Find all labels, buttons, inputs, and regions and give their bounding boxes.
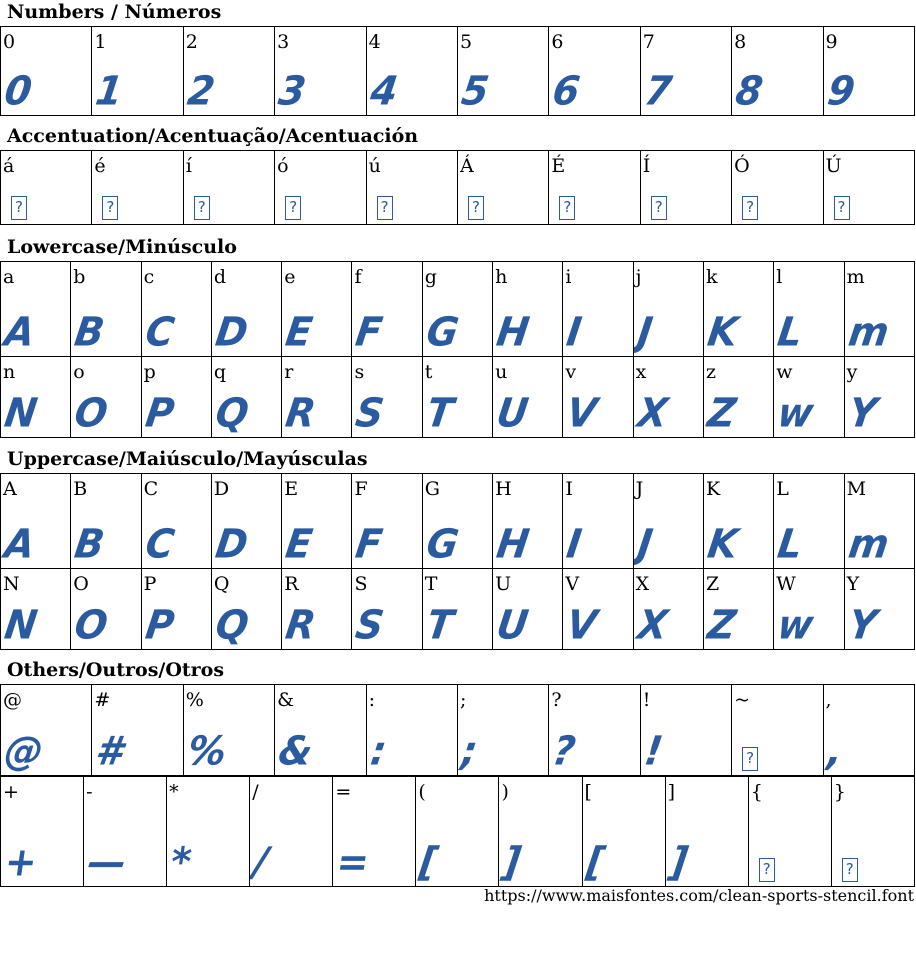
glyph-sample: H bbox=[493, 308, 532, 356]
glyph-cell bbox=[71, 474, 141, 569]
glyph-cell bbox=[282, 262, 352, 357]
glyph-cell bbox=[1, 262, 71, 357]
glyph-cell bbox=[633, 569, 703, 650]
char-label: / bbox=[252, 781, 259, 803]
char-label: & bbox=[277, 689, 295, 711]
char-label: 3 bbox=[277, 31, 290, 53]
glyph-sample: , bbox=[824, 727, 845, 775]
glyph-sample: Q bbox=[212, 389, 251, 437]
glyph-sample: ] bbox=[500, 838, 524, 886]
missing-glyph-icon: ? bbox=[102, 196, 118, 220]
char-label: ) bbox=[501, 781, 509, 803]
glyph-cell bbox=[1, 151, 92, 225]
char-label: ; bbox=[459, 689, 467, 711]
glyph-cell bbox=[366, 151, 457, 225]
glyph-cell bbox=[183, 151, 274, 225]
glyph-sample: G bbox=[423, 308, 461, 356]
char-label: Q bbox=[213, 573, 230, 595]
char-label: Í bbox=[642, 155, 651, 177]
glyph-sample: H bbox=[493, 520, 532, 568]
glyph-cell bbox=[844, 474, 914, 569]
lowercase-title: Lowercase/Minúsculo bbox=[7, 236, 237, 258]
glyph-sample: X bbox=[634, 389, 670, 437]
char-label: A bbox=[3, 478, 17, 500]
char-label: Á bbox=[459, 155, 474, 177]
char-label: S bbox=[354, 573, 368, 595]
glyph-sample: @ bbox=[1, 727, 46, 775]
glyph-sample: F bbox=[353, 308, 385, 356]
char-label: } bbox=[833, 781, 846, 803]
glyph-cell bbox=[352, 474, 422, 569]
glyph-sample: Q bbox=[212, 601, 251, 649]
glyph-sample: G bbox=[423, 520, 461, 568]
numbers-row bbox=[1, 27, 915, 116]
glyph-sample: L bbox=[775, 308, 805, 356]
glyph-cell bbox=[844, 262, 914, 357]
glyph-cell bbox=[703, 569, 773, 650]
glyph-sample: = bbox=[334, 838, 372, 886]
glyph-cell bbox=[352, 262, 422, 357]
glyph-sample: K bbox=[704, 308, 740, 356]
char-label: 2 bbox=[185, 31, 198, 53]
char-label: * bbox=[169, 781, 179, 803]
glyph-cell bbox=[352, 357, 422, 438]
char-label: b bbox=[73, 266, 86, 288]
char-label: 1 bbox=[94, 31, 107, 53]
lowercase-row-1 bbox=[1, 262, 915, 357]
glyph-cell bbox=[141, 569, 211, 650]
glyph-sample: T bbox=[423, 601, 455, 649]
glyph-sample: Z bbox=[704, 601, 738, 649]
glyph-sample: [ bbox=[417, 838, 441, 886]
glyph-cell bbox=[141, 262, 211, 357]
char-label: f bbox=[354, 266, 362, 288]
char-label: Z bbox=[705, 573, 720, 595]
char-label: 9 bbox=[825, 31, 838, 53]
glyph-cell bbox=[275, 685, 366, 776]
glyph-sample: 6 bbox=[550, 67, 583, 115]
char-label: j bbox=[635, 266, 642, 288]
char-label: F bbox=[354, 478, 368, 500]
glyph-sample: K bbox=[704, 520, 740, 568]
char-label: L bbox=[776, 478, 789, 500]
glyph-sample: C bbox=[142, 520, 176, 568]
others-row-2 bbox=[1, 777, 915, 887]
glyph-sample: X bbox=[634, 601, 670, 649]
glyph-sample: m bbox=[845, 520, 891, 568]
glyph-cell bbox=[457, 27, 548, 116]
char-label: = bbox=[335, 781, 352, 803]
glyph-cell bbox=[275, 151, 366, 225]
glyph-cell bbox=[563, 262, 633, 357]
glyph-cell bbox=[141, 474, 211, 569]
glyph-cell bbox=[499, 777, 582, 887]
glyph-cell bbox=[823, 27, 914, 116]
others-grid-1 bbox=[0, 684, 915, 776]
glyph-sample: T bbox=[423, 389, 455, 437]
accents-grid bbox=[0, 150, 915, 225]
char-label: p bbox=[143, 361, 156, 383]
char-label: - bbox=[86, 781, 93, 803]
char-label: n bbox=[3, 361, 16, 383]
glyph-cell bbox=[71, 569, 141, 650]
glyph-cell bbox=[493, 357, 563, 438]
glyph-sample: 8 bbox=[732, 67, 765, 115]
glyph-cell bbox=[422, 262, 492, 357]
glyph-cell bbox=[211, 262, 281, 357]
glyph-sample: 1 bbox=[93, 67, 126, 115]
char-label: á bbox=[3, 155, 15, 177]
char-label: E bbox=[284, 478, 299, 500]
char-label: G bbox=[424, 478, 440, 500]
glyph-cell bbox=[167, 777, 250, 887]
glyph-cell bbox=[183, 27, 274, 116]
missing-glyph-icon: ? bbox=[377, 196, 393, 220]
glyph-cell bbox=[549, 151, 640, 225]
glyph-cell bbox=[457, 685, 548, 776]
glyph-sample: w bbox=[775, 389, 816, 437]
char-label: 8 bbox=[734, 31, 747, 53]
missing-glyph-icon: ? bbox=[194, 196, 210, 220]
glyph-cell bbox=[748, 777, 831, 887]
char-label: , bbox=[825, 689, 832, 711]
glyph-sample: : bbox=[367, 727, 389, 775]
char-label: v bbox=[565, 361, 577, 383]
char-label: 5 bbox=[459, 31, 473, 53]
glyph-sample: R bbox=[282, 601, 318, 649]
glyph-sample: & bbox=[275, 727, 315, 775]
glyph-sample: N bbox=[1, 601, 40, 649]
char-label: w bbox=[776, 361, 793, 383]
glyph-sample: / bbox=[250, 838, 271, 886]
glyph-cell bbox=[732, 685, 823, 776]
char-label: z bbox=[705, 361, 716, 383]
glyph-sample: A bbox=[1, 520, 37, 568]
glyph-cell bbox=[1, 357, 71, 438]
char-label: C bbox=[143, 478, 159, 500]
glyph-cell bbox=[211, 569, 281, 650]
char-label: N bbox=[3, 573, 20, 595]
char-label: + bbox=[3, 781, 19, 803]
char-label: I bbox=[565, 478, 573, 500]
glyph-sample: 0 bbox=[1, 67, 34, 115]
glyph-cell bbox=[416, 777, 499, 887]
char-label: g bbox=[424, 266, 437, 288]
glyph-cell bbox=[211, 357, 281, 438]
glyph-cell bbox=[703, 474, 773, 569]
glyph-sample: 2 bbox=[184, 67, 217, 115]
glyph-sample: * bbox=[167, 838, 194, 886]
glyph-cell bbox=[844, 569, 914, 650]
char-label: H bbox=[495, 478, 512, 500]
uppercase-row-2 bbox=[1, 569, 915, 650]
lowercase-row-2 bbox=[1, 357, 915, 438]
char-label: : bbox=[368, 689, 375, 711]
char-label: s bbox=[354, 361, 365, 383]
accents-row bbox=[1, 151, 915, 225]
missing-glyph-icon: ? bbox=[759, 858, 775, 882]
glyph-sample: m bbox=[845, 308, 891, 356]
glyph-cell bbox=[563, 474, 633, 569]
glyph-cell bbox=[633, 262, 703, 357]
char-label: T bbox=[424, 573, 438, 595]
glyph-sample: Y bbox=[845, 601, 879, 649]
char-label: ] bbox=[667, 781, 676, 803]
glyph-cell bbox=[1, 685, 92, 776]
glyph-cell bbox=[282, 474, 352, 569]
glyph-cell bbox=[563, 569, 633, 650]
char-label: i bbox=[565, 266, 572, 288]
glyph-sample: 7 bbox=[641, 67, 674, 115]
char-label: ú bbox=[368, 155, 381, 177]
char-label: é bbox=[94, 155, 106, 177]
missing-glyph-icon: ? bbox=[11, 196, 27, 220]
glyph-cell bbox=[1, 569, 71, 650]
char-label: O bbox=[73, 573, 89, 595]
glyph-cell bbox=[774, 474, 844, 569]
glyph-cell bbox=[493, 262, 563, 357]
glyph-sample: 4 bbox=[367, 67, 400, 115]
char-label: t bbox=[424, 361, 433, 383]
missing-glyph-icon: ? bbox=[285, 196, 301, 220]
glyph-sample: Y bbox=[845, 389, 879, 437]
glyph-cell bbox=[366, 685, 457, 776]
glyph-cell bbox=[732, 151, 823, 225]
char-label: W bbox=[776, 573, 796, 595]
char-label: K bbox=[705, 478, 721, 500]
glyph-cell bbox=[366, 27, 457, 116]
glyph-cell bbox=[1, 474, 71, 569]
char-label: ( bbox=[418, 781, 426, 803]
glyph-sample: B bbox=[72, 308, 107, 356]
glyph-cell bbox=[640, 151, 731, 225]
glyph-sample: R bbox=[282, 389, 318, 437]
char-label: Ó bbox=[734, 155, 750, 177]
glyph-cell bbox=[282, 569, 352, 650]
glyph-sample: E bbox=[282, 308, 315, 356]
glyph-sample: U bbox=[493, 389, 531, 437]
glyph-sample: C bbox=[142, 308, 176, 356]
char-label: o bbox=[73, 361, 85, 383]
char-label: Y bbox=[846, 573, 860, 595]
missing-glyph-icon: ? bbox=[834, 196, 850, 220]
char-label: x bbox=[635, 361, 647, 383]
numbers-grid bbox=[0, 26, 915, 116]
glyph-sample: 5 bbox=[458, 67, 491, 115]
glyph-cell bbox=[275, 27, 366, 116]
char-label: m bbox=[846, 266, 865, 288]
glyph-sample: L bbox=[775, 520, 805, 568]
footer-url[interactable]: https://www.maisfontes.com/clean-sports-stencil.font bbox=[484, 886, 914, 905]
missing-glyph-icon: ? bbox=[742, 196, 758, 220]
char-label: ? bbox=[551, 689, 562, 711]
glyph-sample: # bbox=[93, 727, 126, 775]
glyph-sample: O bbox=[72, 389, 110, 437]
char-label: q bbox=[213, 361, 227, 383]
char-label: % bbox=[185, 689, 204, 711]
glyph-sample: U bbox=[493, 601, 531, 649]
glyph-cell bbox=[732, 27, 823, 116]
char-label: # bbox=[94, 689, 111, 711]
glyph-cell bbox=[211, 474, 281, 569]
glyph-cell bbox=[831, 777, 914, 887]
char-label: y bbox=[846, 361, 858, 383]
glyph-cell bbox=[352, 569, 422, 650]
glyph-cell bbox=[493, 474, 563, 569]
glyph-cell bbox=[92, 27, 183, 116]
glyph-cell bbox=[774, 357, 844, 438]
char-label: c bbox=[143, 266, 155, 288]
glyph-sample: V bbox=[564, 601, 600, 649]
glyph-sample: + bbox=[1, 838, 40, 886]
char-label: e bbox=[284, 266, 296, 288]
char-label: 4 bbox=[368, 31, 381, 53]
missing-glyph-icon: ? bbox=[468, 196, 484, 220]
accents-title: Accentuation/Acentuação/Acentuación bbox=[7, 125, 419, 147]
char-label: V bbox=[565, 573, 580, 595]
glyph-sample: I bbox=[564, 520, 584, 568]
uppercase-grid bbox=[0, 473, 915, 650]
glyph-sample: D bbox=[212, 308, 250, 356]
glyph-sample: 3 bbox=[275, 67, 308, 115]
char-label: [ bbox=[584, 781, 592, 803]
glyph-cell bbox=[71, 262, 141, 357]
char-label: { bbox=[750, 781, 763, 803]
glyph-cell bbox=[823, 151, 914, 225]
glyph-cell bbox=[640, 27, 731, 116]
glyph-cell bbox=[844, 357, 914, 438]
char-label: U bbox=[495, 573, 512, 595]
char-label: ~ bbox=[734, 689, 751, 711]
glyph-cell bbox=[549, 685, 640, 776]
glyph-cell bbox=[493, 569, 563, 650]
char-label: í bbox=[185, 155, 192, 177]
glyph-cell bbox=[457, 151, 548, 225]
glyph-sample: — bbox=[84, 838, 129, 886]
glyph-cell bbox=[141, 357, 211, 438]
char-label: ! bbox=[642, 689, 651, 711]
glyph-sample: J bbox=[634, 520, 655, 568]
glyph-cell bbox=[633, 357, 703, 438]
char-label: h bbox=[495, 266, 508, 288]
others-grid-2 bbox=[0, 776, 915, 887]
glyph-cell bbox=[250, 777, 333, 887]
glyph-sample: I bbox=[564, 308, 584, 356]
glyph-cell bbox=[582, 777, 665, 887]
glyph-sample: F bbox=[353, 520, 385, 568]
char-label: ó bbox=[277, 155, 289, 177]
glyph-cell bbox=[703, 262, 773, 357]
glyph-sample: O bbox=[72, 601, 110, 649]
glyph-sample: ] bbox=[666, 838, 690, 886]
missing-glyph-icon: ? bbox=[742, 747, 758, 771]
char-label: r bbox=[284, 361, 294, 383]
glyph-cell bbox=[92, 685, 183, 776]
char-label: M bbox=[846, 478, 867, 500]
char-label: @ bbox=[3, 689, 22, 711]
glyph-sample: ; bbox=[458, 727, 480, 775]
glyph-cell bbox=[422, 569, 492, 650]
glyph-sample: S bbox=[353, 389, 387, 437]
glyph-cell bbox=[71, 357, 141, 438]
char-label: 7 bbox=[642, 31, 655, 53]
missing-glyph-icon: ? bbox=[559, 196, 575, 220]
char-label: 6 bbox=[551, 31, 564, 53]
glyph-cell bbox=[92, 151, 183, 225]
glyph-cell bbox=[823, 685, 914, 776]
char-label: É bbox=[551, 155, 566, 177]
glyph-sample: Z bbox=[704, 389, 738, 437]
glyph-cell bbox=[1, 27, 92, 116]
glyph-sample: P bbox=[142, 389, 176, 437]
char-label: D bbox=[213, 478, 230, 500]
glyph-sample: V bbox=[564, 389, 600, 437]
char-label: B bbox=[73, 478, 88, 500]
glyph-sample: % bbox=[184, 727, 229, 775]
glyph-sample: 9 bbox=[824, 67, 857, 115]
char-label: X bbox=[635, 573, 650, 595]
glyph-cell bbox=[774, 262, 844, 357]
char-label: P bbox=[143, 573, 157, 595]
glyph-sample: D bbox=[212, 520, 250, 568]
char-label: k bbox=[705, 266, 718, 288]
char-label: Ú bbox=[825, 155, 842, 177]
char-label: J bbox=[635, 478, 644, 500]
char-label: l bbox=[776, 266, 783, 288]
glyph-cell bbox=[640, 685, 731, 776]
glyph-cell bbox=[282, 357, 352, 438]
glyph-sample: w bbox=[775, 601, 816, 649]
others-row-1 bbox=[1, 685, 915, 776]
lowercase-grid bbox=[0, 261, 915, 438]
glyph-cell bbox=[703, 357, 773, 438]
numbers-title: Numbers / Números bbox=[7, 1, 222, 23]
missing-glyph-icon: ? bbox=[651, 196, 667, 220]
uppercase-title: Uppercase/Maiúsculo/Mayúsculas bbox=[7, 448, 368, 470]
glyph-sample: [ bbox=[583, 838, 607, 886]
glyph-cell bbox=[422, 474, 492, 569]
glyph-sample: P bbox=[142, 601, 176, 649]
char-label: R bbox=[284, 573, 299, 595]
glyph-sample: N bbox=[1, 389, 40, 437]
glyph-sample: A bbox=[1, 308, 37, 356]
glyph-cell bbox=[422, 357, 492, 438]
glyph-cell bbox=[633, 474, 703, 569]
glyph-cell bbox=[333, 777, 416, 887]
glyph-sample: E bbox=[282, 520, 315, 568]
others-title: Others/Outros/Otros bbox=[7, 659, 225, 681]
glyph-cell bbox=[549, 27, 640, 116]
glyph-cell bbox=[183, 685, 274, 776]
glyph-cell bbox=[563, 357, 633, 438]
glyph-sample: B bbox=[72, 520, 107, 568]
glyph-sample: J bbox=[634, 308, 655, 356]
char-label: a bbox=[3, 266, 15, 288]
glyph-sample: S bbox=[353, 601, 387, 649]
glyph-cell bbox=[84, 777, 167, 887]
missing-glyph-icon: ? bbox=[842, 858, 858, 882]
char-label: d bbox=[213, 266, 227, 288]
glyph-sample: ? bbox=[550, 727, 578, 775]
char-label: 0 bbox=[3, 31, 16, 53]
glyph-cell bbox=[1, 777, 84, 887]
glyph-sample: ! bbox=[641, 727, 665, 775]
uppercase-row-1 bbox=[1, 474, 915, 569]
glyph-cell bbox=[665, 777, 748, 887]
glyph-cell bbox=[774, 569, 844, 650]
char-label: u bbox=[495, 361, 508, 383]
